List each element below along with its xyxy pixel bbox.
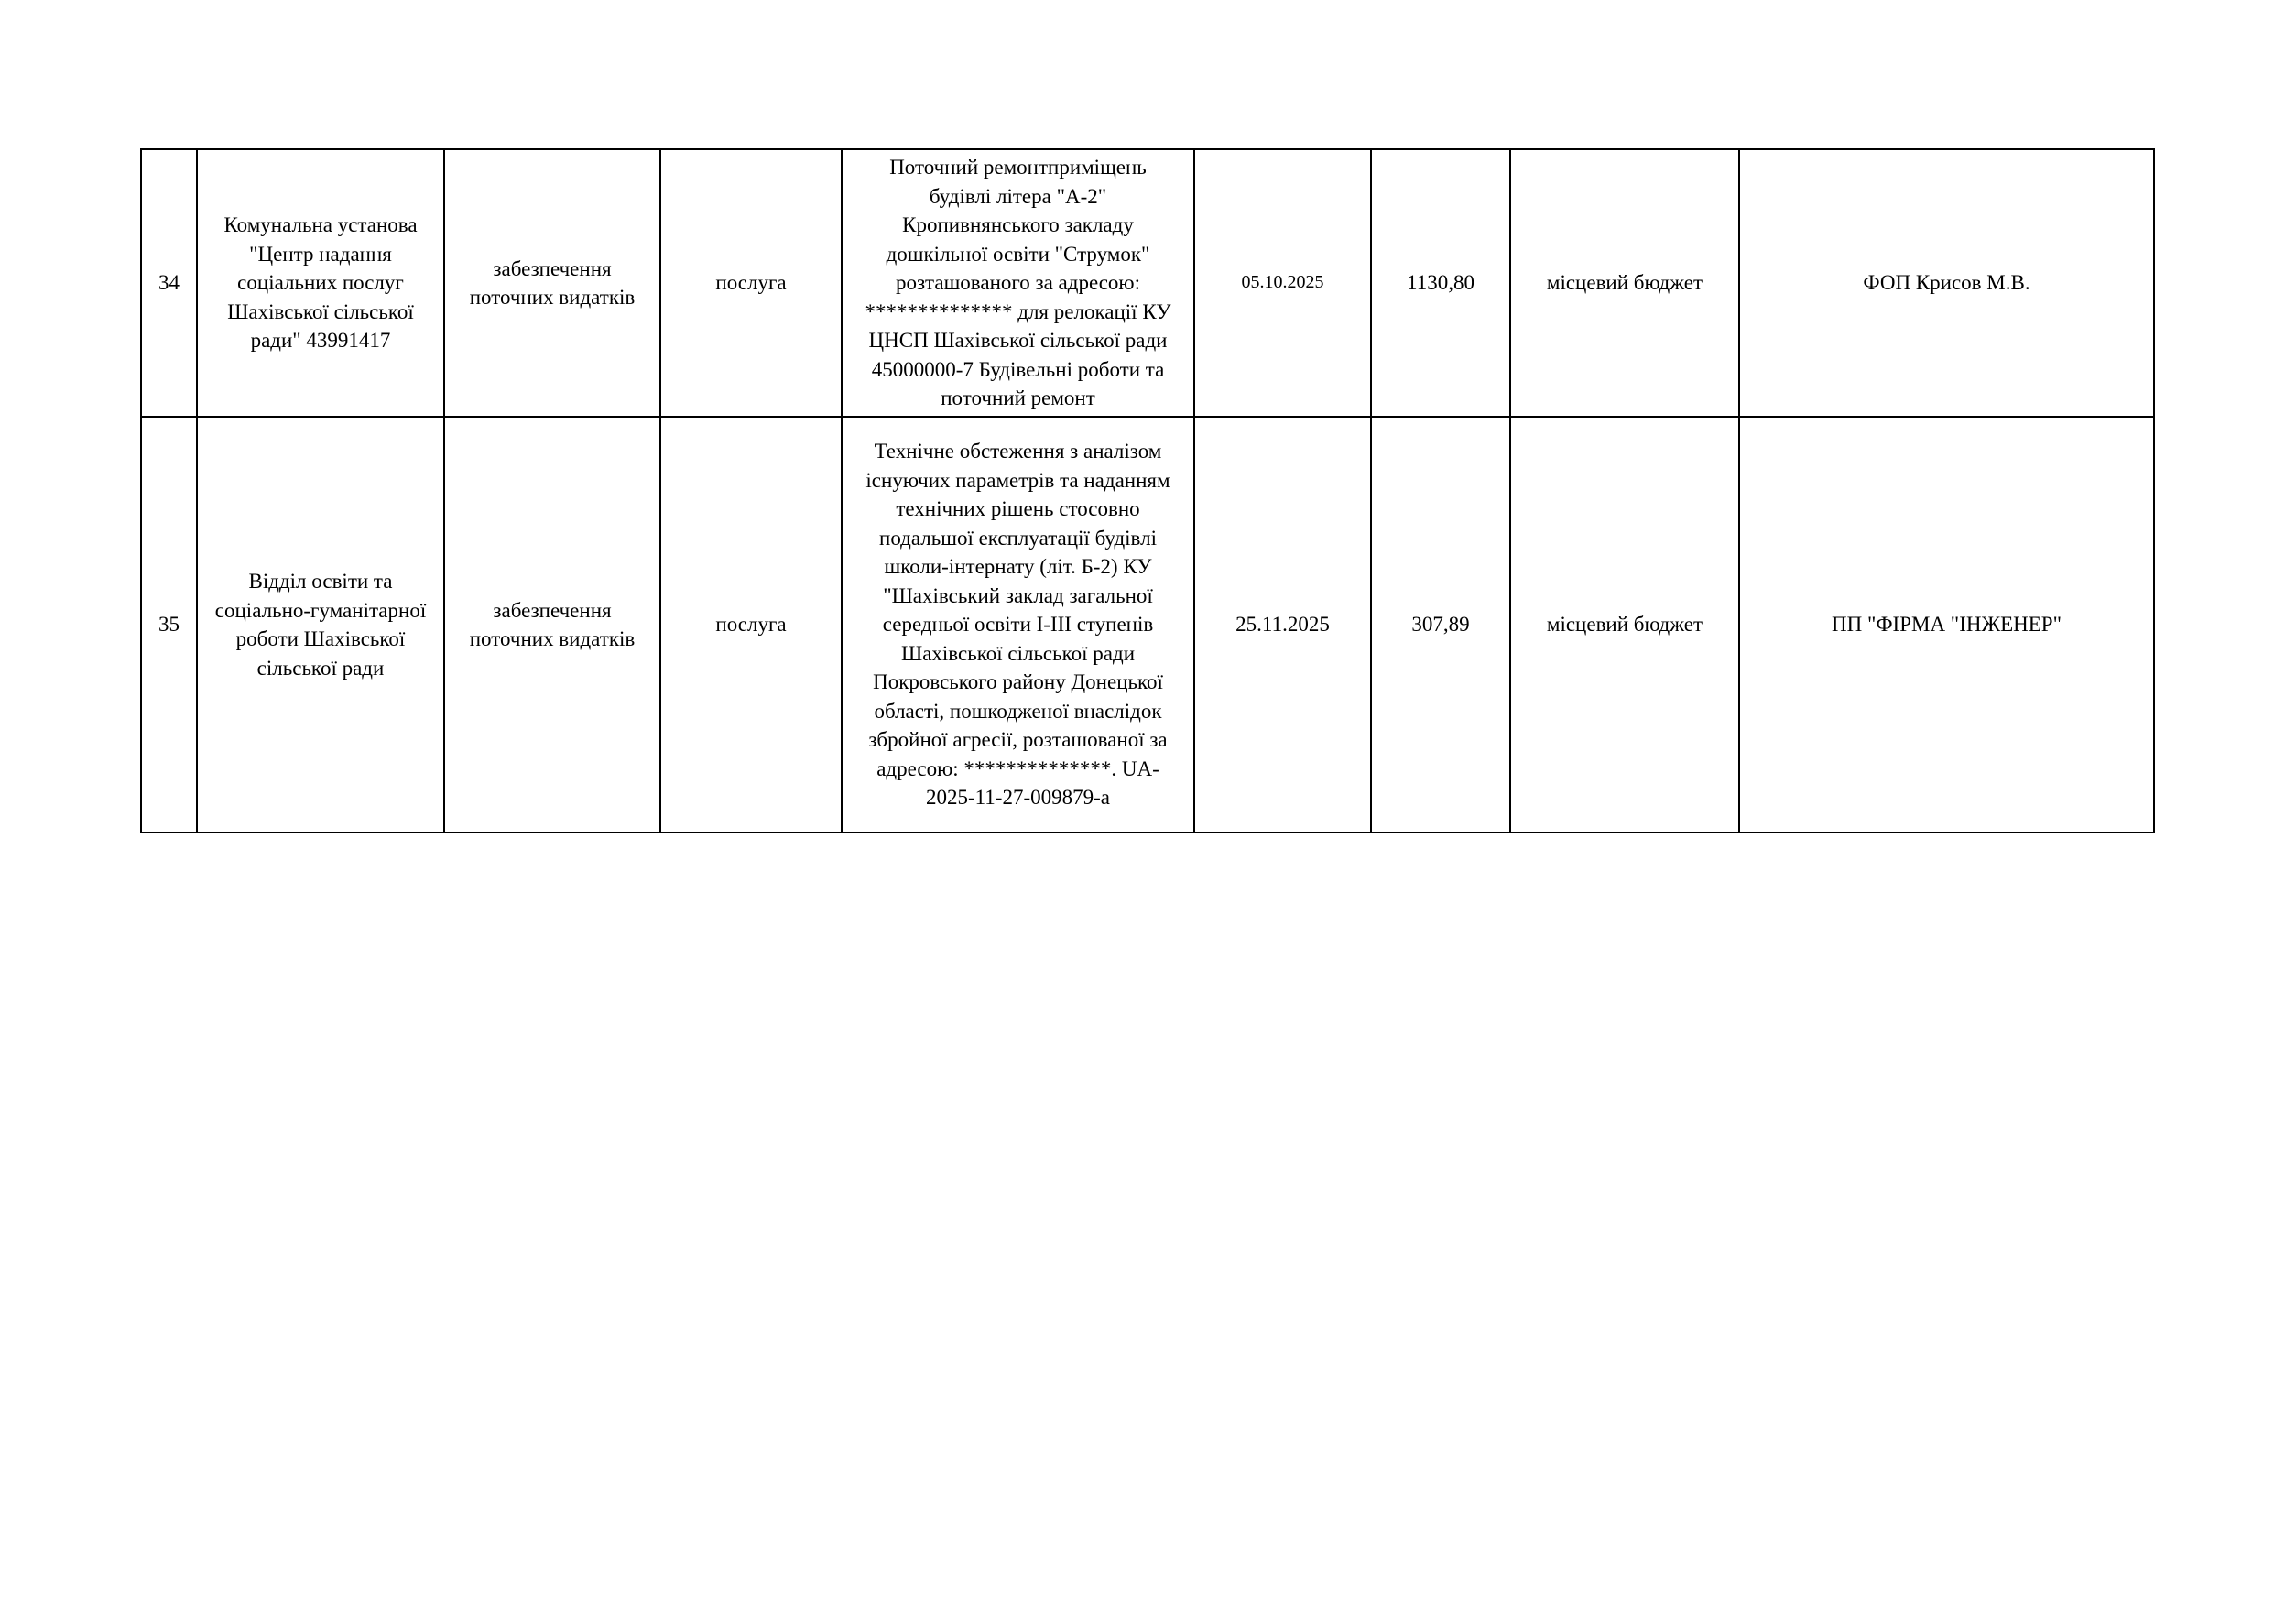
subject-cell: Технічне обстеження з аналізом існуючих параметрів та наданням технічних рішень стосовно подальшої експлуатації будівлі школи-інтернату (літ. Б-2) КУ "Шахівський заклад загальної середньої освіти І-ІІІ ступенів Шахівської сільської ради Покровського району Донецької області, пошкодженої внаслідок збройної агресії, розташованої за адресою: **************. UA- 2025-11-27-009879-а xyxy=(842,417,1194,833)
date-cell: 05.10.2025 xyxy=(1194,149,1371,417)
row-number-cell: 35 xyxy=(141,417,197,833)
subject-cell: Поточний ремонтприміщень будівлі літера "А-2" Кропивнянського закладу дошкільної освіти "Струмок" розташованого за адресою: ************** для релокації КУ ЦНСП Шахівської сільської ради 45000000-7 Будівельні роботи та поточний ремонт xyxy=(842,149,1194,417)
amount-cell: 1130,80 xyxy=(1371,149,1510,417)
contractor-cell: ФОП Крисов М.В. xyxy=(1739,149,2154,417)
table-row xyxy=(141,149,2154,417)
customer-cell: Відділ освіти та соціально-гуманітарної роботи Шахівської сільської ради xyxy=(197,417,444,833)
expense-type-cell: забезпечення поточних видатків xyxy=(444,149,660,417)
procurement-type-cell: послуга xyxy=(660,417,842,833)
table-row xyxy=(141,417,2154,833)
expense-type-cell: забезпечення поточних видатків xyxy=(444,417,660,833)
funding-source-cell: місцевий бюджет xyxy=(1510,149,1739,417)
date-cell: 25.11.2025 xyxy=(1194,417,1371,833)
procurement-type-cell: послуга xyxy=(660,149,842,417)
amount-cell: 307,89 xyxy=(1371,417,1510,833)
contractor-cell: ПП "ФІРМА "ІНЖЕНЕР" xyxy=(1739,417,2154,833)
funding-source-cell: місцевий бюджет xyxy=(1510,417,1739,833)
customer-cell: Комунальна установа "Центр надання соціальних послуг Шахівської сільської ради" 43991417 xyxy=(197,149,444,417)
procurement-table xyxy=(140,148,2155,833)
row-number-cell: 34 xyxy=(141,149,197,417)
